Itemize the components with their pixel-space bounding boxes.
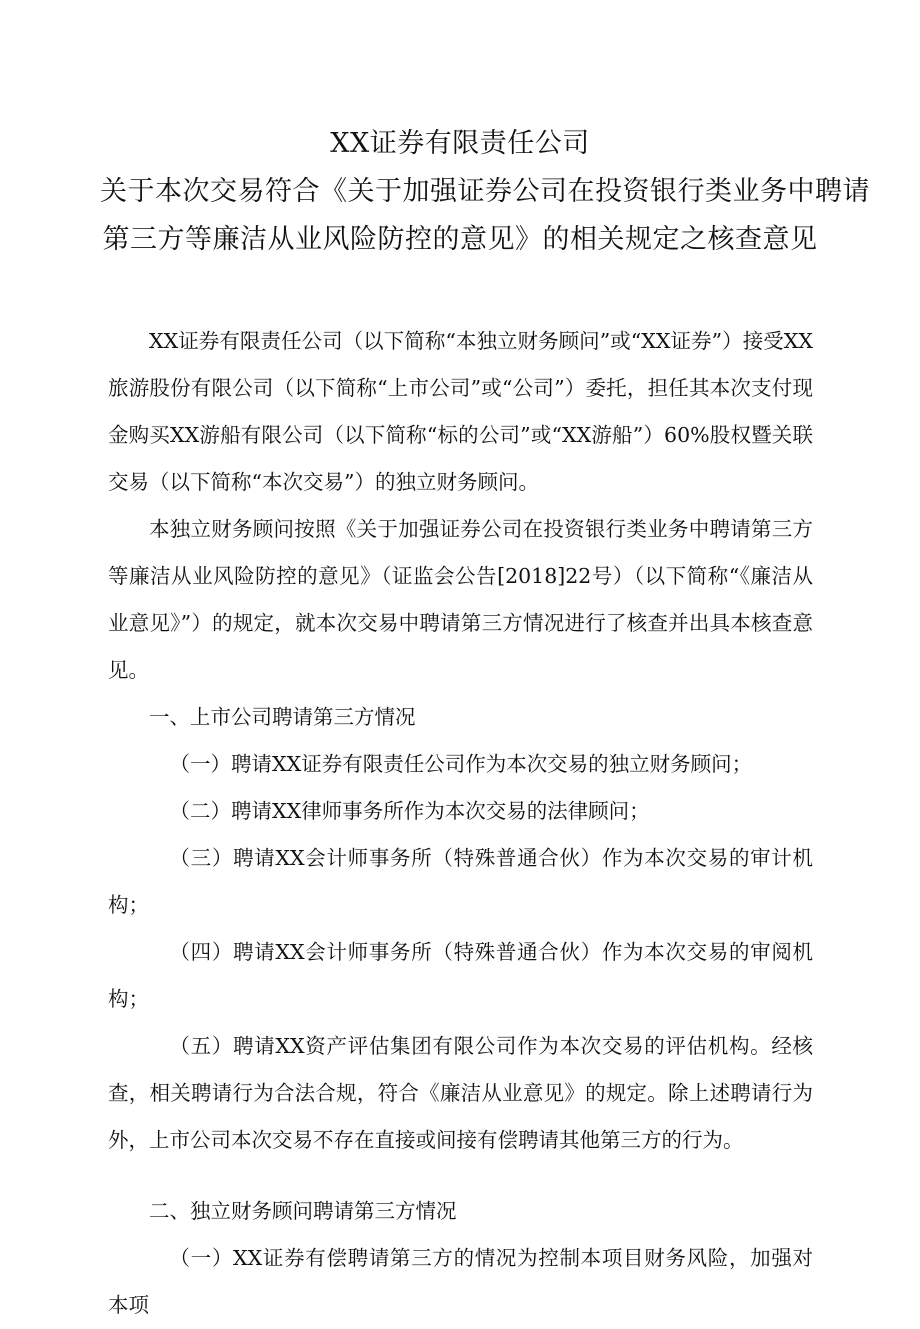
section-1-item: （四）聘请XX会计师事务所（特殊普通合伙）作为本次交易的审阅机构； — [108, 940, 813, 1011]
section-1-item: （二）聘请XX律师事务所作为本次交易的法律顾问； — [169, 799, 650, 823]
section-spacer — [108, 1164, 813, 1188]
section-1-item: （三）聘请XX会计师事务所（特殊普通合伙）作为本次交易的审计机构； — [108, 846, 813, 917]
document-title — [100, 120, 870, 264]
section-2-heading: 二、独立财务顾问聘请第三方情况 — [149, 1199, 457, 1223]
document-body — [108, 318, 813, 1329]
title-company: XX证券有限责任公司 — [330, 128, 590, 159]
intro-paragraph: XX证券有限责任公司（以下简称“本独立财务顾问”或“XX证券”）接受XX旅游股份有限公司（以下简称“上市公司”或“公司”）委托，担任其本次支付现金购买XX游船有限公司（以下简称“标的公司”或“XX游船”）60%股权暨关联交易（以下简称“本次交易”）的独立财务顾问。 — [108, 329, 813, 494]
section-1-heading: 一、上市公司聘请第三方情况 — [149, 705, 416, 729]
title-subject-line-2: 第三方等廉洁从业风险防控的意见》的相关规定之核查意见 — [102, 224, 818, 255]
section-1-item: （五）聘请XX资产评估集团有限公司作为本次交易的评估机构。经核查，相关聘请行为合法合规，符合《廉洁从业意见》的规定。除上述聘请行为外，上市公司本次交易不存在直接或间接有偿聘请其他第三方的行为。 — [108, 1034, 813, 1152]
title-subject-line-1: 关于本次交易符合《关于加强证券公司在投资银行类业务中聘请 — [100, 176, 870, 207]
basis-paragraph: 本独立财务顾问按照《关于加强证券公司在投资银行类业务中聘请第三方等廉洁从业风险防控的意见》（证监会公告[2018]22号）（以下简称“《廉洁从业意见》”）的规定，就本次交易中聘请第三方情况进行了核查并出具本核查意见。 — [108, 517, 813, 682]
section-2-item: （一）XX证券有偿聘请第三方的情况为控制本项目财务风险，加强对本项 — [108, 1246, 813, 1317]
section-1-item: （一）聘请XX证券有限责任公司作为本次交易的独立财务顾问； — [169, 752, 753, 776]
